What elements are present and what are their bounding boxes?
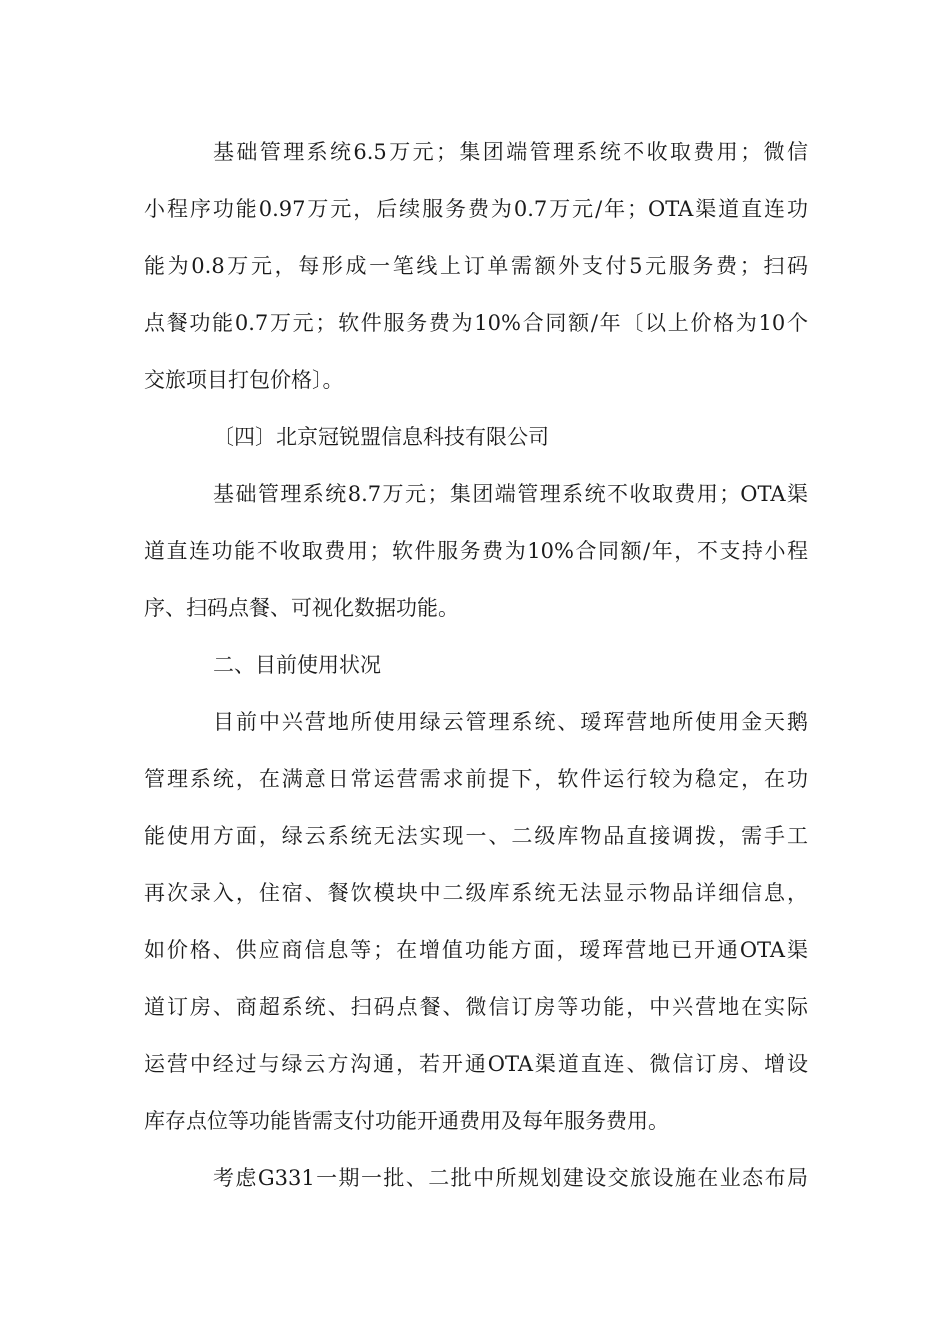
paragraph-line: 运营中经过与绿云方沟通，若开通OTA渠道直连、微信订房、增设 <box>144 1052 808 1076</box>
paragraph-line: 道订房、商超系统、扫码点餐、微信订房等功能，中兴营地在实际 <box>144 995 808 1019</box>
paragraph-line: 能为0.8万元，每形成一笔线上订单需额外支付5元服务费；扫码 <box>144 254 808 278</box>
paragraph-line: 能使用方面，绿云系统无法实现一、二级库物品直接调拨，需手工 <box>144 824 808 848</box>
paragraph-line: 目前中兴营地所使用绿云管理系统、瑷珲营地所使用金天鹅 <box>213 710 808 734</box>
section-heading: 〔四〕北京冠锐盟信息科技有限公司 <box>213 425 549 449</box>
paragraph-line: 基础管理系统8.7万元；集团端管理系统不收取费用；OTA渠 <box>213 482 808 506</box>
section-heading: 二、目前使用状况 <box>213 653 381 677</box>
paragraph-line: 点餐功能0.7万元；软件服务费为10%合同额/年〔以上价格为10个 <box>144 311 808 335</box>
paragraph-line: 管理系统，在满意日常运营需求前提下，软件运行较为稳定，在功 <box>144 767 808 791</box>
paragraph-line: 库存点位等功能皆需支付功能开通费用及每年服务费用。 <box>144 1109 669 1133</box>
paragraph-line: 基础管理系统6.5万元；集团端管理系统不收取费用；微信 <box>213 140 808 164</box>
paragraph-line: 道直连功能不收取费用；软件服务费为10%合同额/年，不支持小程 <box>144 539 808 563</box>
paragraph-line: 再次录入，住宿、餐饮模块中二级库系统无法显示物品详细信息， <box>144 881 808 905</box>
paragraph-line: 如价格、供应商信息等；在增值功能方面，瑷珲营地已开通OTA渠 <box>144 938 808 962</box>
paragraph-line: 序、扫码点餐、可视化数据功能。 <box>144 596 459 620</box>
paragraph-line: 小程序功能0.97万元，后续服务费为0.7万元/年；OTA渠道直连功 <box>144 197 808 221</box>
paragraph-line: 交旅项目打包价格〕。 <box>144 368 344 392</box>
paragraph-line: 考虑G331一期一批、二批中所规划建设交旅设施在业态布局 <box>213 1166 808 1190</box>
